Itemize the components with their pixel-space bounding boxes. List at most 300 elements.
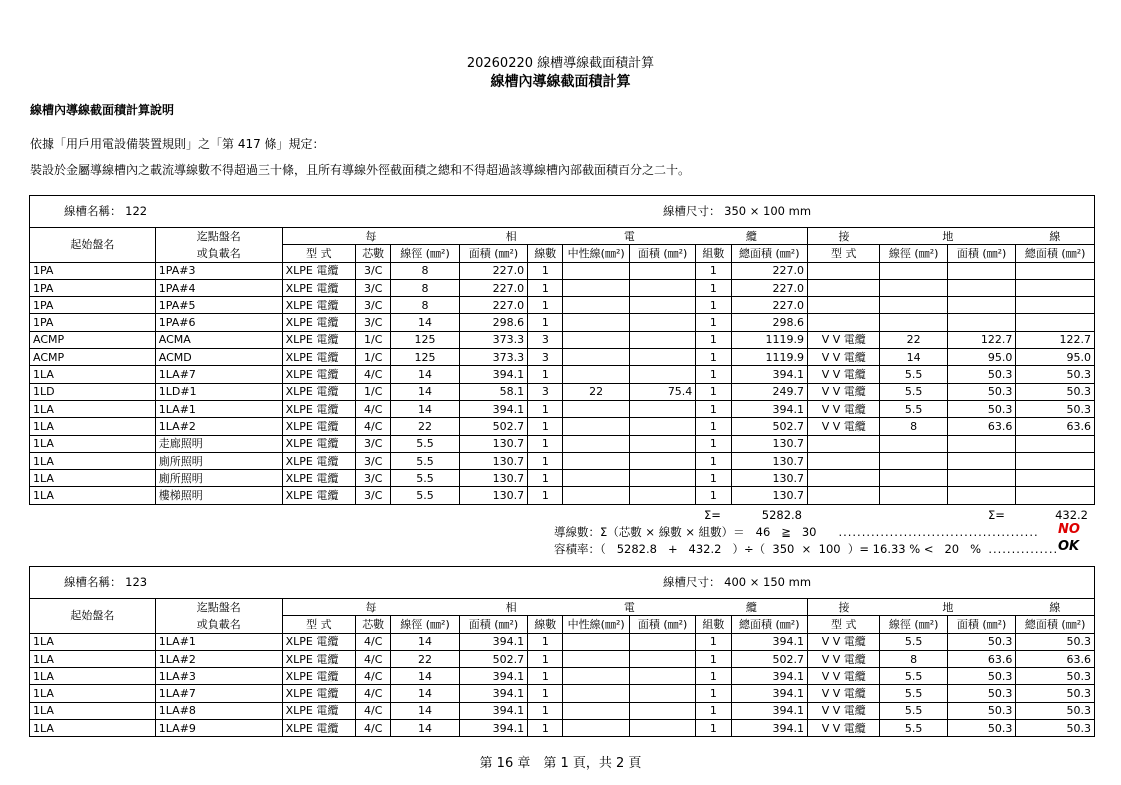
cell-ground-area (947, 470, 1015, 487)
cell-neutral-area (629, 487, 695, 504)
cell-diameter: 5.5 (391, 470, 459, 487)
col-cores: 芯數 (356, 245, 391, 262)
cell-dest-panel: 1PA#5 (155, 297, 282, 314)
cell-ground-total (1016, 452, 1095, 469)
cell-cores: 4/C (356, 366, 391, 383)
cell-cores: 4/C (356, 633, 391, 650)
cell-ground-diameter (880, 470, 947, 487)
cell-ground-area: 63.6 (947, 650, 1015, 667)
cell-cores: 3/C (356, 262, 391, 279)
cell-line-count: 3 (528, 349, 563, 366)
col-line-count: 線數 (528, 616, 563, 633)
cell-groups: 1 (696, 435, 731, 452)
cell-diameter: 8 (391, 297, 459, 314)
group-label: 接 (808, 599, 880, 616)
cell-line-count: 1 (528, 314, 563, 331)
cell-cable-type: XLPE 電纜 (282, 366, 355, 383)
cell-dest-panel: 1LA#7 (155, 685, 282, 702)
cell-cable-type: XLPE 電纜 (282, 650, 355, 667)
cell-area: 130.7 (459, 435, 527, 452)
cell-area: 227.0 (459, 279, 527, 296)
cell-ground-area: 50.3 (947, 668, 1015, 685)
cell-cable-type: XLPE 電纜 (282, 262, 355, 279)
cell-groups: 1 (696, 720, 731, 737)
cell-start-panel: 1LA (30, 487, 156, 504)
cell-total-area: 394.1 (731, 668, 807, 685)
document-header-line1: 20260220 線槽導線截面積計算 (466, 56, 655, 71)
cell-start-panel: ACMP (30, 331, 156, 348)
cell-ground-type: V V 電纜 (808, 650, 880, 667)
col-ground-total: 總面積 (㎜²) (1016, 245, 1095, 262)
cell-ground-area (947, 435, 1015, 452)
regulation-paragraph: 依據「用戶用電設備裝置規則」之「第 417 條」規定： (30, 137, 325, 151)
cell-neutral (563, 487, 629, 504)
table-row (30, 487, 1095, 504)
group-label: 地 (880, 599, 1016, 616)
cell-groups: 1 (696, 452, 731, 469)
table-row (30, 366, 1095, 383)
cell-neutral (563, 668, 629, 685)
cell-line-count: 3 (528, 383, 563, 400)
cell-cable-type: XLPE 電纜 (282, 720, 355, 737)
cell-ground-type: V V 電纜 (808, 702, 880, 719)
cell-line-count: 3 (528, 331, 563, 348)
cell-diameter: 14 (391, 702, 459, 719)
cell-start-panel: 1PA (30, 314, 156, 331)
col-ground-area: 面積 (㎜²) (947, 245, 1015, 262)
cell-total-area: 1119.9 (731, 331, 807, 348)
cell-dest-panel: 1LA#3 (155, 668, 282, 685)
cell-line-count: 1 (528, 435, 563, 452)
cell-total-area: 502.7 (731, 650, 807, 667)
cell-cores: 4/C (356, 650, 391, 667)
cell-neutral (563, 314, 629, 331)
cell-ground-total: 50.3 (1016, 383, 1095, 400)
cell-dest-panel: 1LD#1 (155, 383, 282, 400)
cell-cores: 3/C (356, 452, 391, 469)
sum-cable-area: 5282.8 (761, 508, 802, 522)
cell-neutral-area (629, 452, 695, 469)
table-row (30, 702, 1095, 719)
table-row (30, 650, 1095, 667)
tray-size: 線槽尺寸： 350 × 100 mm (563, 196, 1095, 228)
cell-ground-type (808, 314, 880, 331)
table-row (30, 279, 1095, 296)
cell-neutral-area (629, 297, 695, 314)
cell-dest-panel: 1LA#2 (155, 418, 282, 435)
cell-start-panel: ACMP (30, 349, 156, 366)
cell-cores: 1/C (356, 383, 391, 400)
cell-ground-total (1016, 297, 1095, 314)
cell-ground-total (1016, 435, 1095, 452)
col-diameter: 線徑 (㎜²) (391, 616, 459, 633)
cell-ground-type: V V 電纜 (808, 418, 880, 435)
table-row (30, 720, 1095, 737)
cell-neutral (563, 650, 629, 667)
cell-line-count: 1 (528, 487, 563, 504)
cell-ground-diameter (880, 297, 947, 314)
cell-total-area: 394.1 (731, 702, 807, 719)
cell-line-count: 1 (528, 297, 563, 314)
cell-ground-area (947, 279, 1015, 296)
cell-total-area: 1119.9 (731, 349, 807, 366)
cell-line-count: 1 (528, 262, 563, 279)
cell-ground-area: 50.3 (947, 720, 1015, 737)
cell-area: 373.3 (459, 349, 527, 366)
cell-start-panel: 1LA (30, 720, 156, 737)
cell-neutral-area (629, 418, 695, 435)
tray-name: 線槽名稱： 123 (30, 567, 563, 599)
cell-ground-total: 50.3 (1016, 720, 1095, 737)
count-result-no: NO (1058, 522, 1080, 537)
cell-ground-area: 122.7 (947, 331, 1015, 348)
cell-ground-diameter: 5.5 (880, 720, 947, 737)
cell-ground-diameter: 8 (880, 650, 947, 667)
col-total-area: 總面積 (㎜²) (731, 616, 807, 633)
cell-dest-panel: 1LA#9 (155, 720, 282, 737)
cell-neutral-area (629, 349, 695, 366)
cell-groups: 1 (696, 470, 731, 487)
cell-area: 394.1 (459, 668, 527, 685)
cell-dest-panel: 1PA#6 (155, 314, 282, 331)
cell-neutral-area (629, 720, 695, 737)
cell-total-area: 394.1 (731, 685, 807, 702)
rule-paragraph: 裝設於金屬導線槽內之載流導線數不得超過三十條，且所有導線外徑截面積之總和不得超過該導線槽內部截面積百分之二十。 (30, 163, 691, 177)
group-label: 纜 (696, 228, 808, 245)
col-neutral: 中性線(㎜²) (563, 245, 629, 262)
cell-ground-type (808, 297, 880, 314)
col-area: 面積 (㎜²) (459, 245, 527, 262)
cell-dest-panel: 1LA#8 (155, 702, 282, 719)
cell-groups: 1 (696, 487, 731, 504)
group-label: 線 (1016, 228, 1095, 245)
cell-cable-type: XLPE 電纜 (282, 487, 355, 504)
cell-ground-type (808, 279, 880, 296)
cell-total-area: 227.0 (731, 297, 807, 314)
cell-total-area: 130.7 (731, 470, 807, 487)
cell-neutral-area (629, 650, 695, 667)
cell-ground-type: V V 電纜 (808, 400, 880, 417)
cell-line-count: 1 (528, 400, 563, 417)
col-line-count: 線數 (528, 245, 563, 262)
cell-ground-diameter (880, 314, 947, 331)
cell-line-count: 1 (528, 452, 563, 469)
cell-ground-total (1016, 470, 1095, 487)
cell-cable-type: XLPE 電纜 (282, 452, 355, 469)
cell-line-count: 1 (528, 650, 563, 667)
cell-cores: 4/C (356, 702, 391, 719)
cell-dest-panel: ACMD (155, 349, 282, 366)
cell-ground-type (808, 435, 880, 452)
cell-neutral-area (629, 331, 695, 348)
cell-dest-panel: 廁所照明 (155, 452, 282, 469)
col-start-panel: 起始盤名 (30, 599, 156, 634)
cell-start-panel: 1LA (30, 418, 156, 435)
cell-ground-diameter: 5.5 (880, 702, 947, 719)
cell-ground-diameter: 8 (880, 418, 947, 435)
col-start-panel: 起始盤名 (30, 228, 156, 263)
cell-cores: 3/C (356, 279, 391, 296)
cell-start-panel: 1LA (30, 702, 156, 719)
cell-start-panel: 1LA (30, 633, 156, 650)
cell-cable-type: XLPE 電纜 (282, 383, 355, 400)
cell-ground-type: V V 電纜 (808, 720, 880, 737)
cell-dest-panel: 1LA#2 (155, 650, 282, 667)
cell-groups: 1 (696, 262, 731, 279)
sum-symbol-ground: Σ= (988, 508, 1005, 522)
cell-neutral-area (629, 685, 695, 702)
cell-dest-panel: 樓梯照明 (155, 487, 282, 504)
group-label: 電 (563, 599, 696, 616)
cell-ground-type (808, 452, 880, 469)
cell-area: 227.0 (459, 297, 527, 314)
cell-groups: 1 (696, 685, 731, 702)
cell-ground-total: 50.3 (1016, 400, 1095, 417)
group-label: 地 (880, 228, 1016, 245)
cell-neutral-area (629, 633, 695, 650)
cell-line-count: 1 (528, 633, 563, 650)
cell-ground-total: 50.3 (1016, 668, 1095, 685)
cell-cable-type: XLPE 電纜 (282, 668, 355, 685)
cell-cable-type: XLPE 電纜 (282, 702, 355, 719)
col-neutral-area: 面積 (㎜²) (629, 616, 695, 633)
cell-ground-area: 63.6 (947, 418, 1015, 435)
cell-ground-total (1016, 262, 1095, 279)
cell-ground-type: V V 電纜 (808, 668, 880, 685)
cell-groups: 1 (696, 650, 731, 667)
cell-cable-type: XLPE 電纜 (282, 470, 355, 487)
cell-diameter: 5.5 (391, 487, 459, 504)
cell-start-panel: 1LA (30, 668, 156, 685)
col-ground-area: 面積 (㎜²) (947, 616, 1015, 633)
cell-dest-panel: 1LA#1 (155, 633, 282, 650)
section-title: 線槽內導線截面積計算說明 (30, 103, 175, 117)
cell-diameter: 14 (391, 720, 459, 737)
cell-ground-total: 122.7 (1016, 331, 1095, 348)
cell-neutral (563, 470, 629, 487)
cell-groups: 1 (696, 366, 731, 383)
cell-diameter: 22 (391, 650, 459, 667)
table-row (30, 349, 1095, 366)
cell-start-panel: 1PA (30, 279, 156, 296)
cell-start-panel: 1LA (30, 470, 156, 487)
cell-cable-type: XLPE 電纜 (282, 279, 355, 296)
col-dest-panel: 迄點盤名 (155, 228, 282, 245)
col-ground-diameter: 線徑 (㎜²) (880, 245, 947, 262)
cell-diameter: 14 (391, 633, 459, 650)
cell-cable-type: XLPE 電纜 (282, 435, 355, 452)
cell-total-area: 227.0 (731, 279, 807, 296)
col-type: 型 式 (282, 245, 355, 262)
cell-diameter: 14 (391, 366, 459, 383)
col-type: 型 式 (282, 616, 355, 633)
cell-line-count: 1 (528, 279, 563, 296)
cell-cores: 4/C (356, 685, 391, 702)
cell-ground-diameter: 5.5 (880, 633, 947, 650)
cell-start-panel: 1LA (30, 435, 156, 452)
table-row (30, 331, 1095, 348)
cell-dest-panel: 走廊照明 (155, 435, 282, 452)
col-ground-type: 型 式 (808, 616, 880, 633)
cell-total-area: 394.1 (731, 366, 807, 383)
cell-ground-type: V V 電纜 (808, 685, 880, 702)
cell-neutral-area (629, 262, 695, 279)
cell-start-panel: 1LA (30, 366, 156, 383)
cell-ground-area: 50.3 (947, 702, 1015, 719)
cell-neutral (563, 297, 629, 314)
cell-cores: 3/C (356, 435, 391, 452)
col-neutral-area: 面積 (㎜²) (629, 245, 695, 262)
cell-groups: 1 (696, 400, 731, 417)
group-label: 每 (282, 228, 459, 245)
table-row (30, 633, 1095, 650)
table-row (30, 452, 1095, 469)
cell-ground-diameter: 5.5 (880, 366, 947, 383)
cell-diameter: 14 (391, 685, 459, 702)
cell-total-area: 394.1 (731, 633, 807, 650)
cell-ground-area (947, 452, 1015, 469)
cell-total-area: 227.0 (731, 262, 807, 279)
cell-neutral-area: 75.4 (629, 383, 695, 400)
cell-dest-panel: 1PA#4 (155, 279, 282, 296)
cell-ground-area: 95.0 (947, 349, 1015, 366)
cell-ground-diameter: 5.5 (880, 383, 947, 400)
cell-area: 394.1 (459, 685, 527, 702)
cell-area: 130.7 (459, 470, 527, 487)
cell-diameter: 22 (391, 418, 459, 435)
cell-area: 394.1 (459, 702, 527, 719)
cell-cores: 3/C (356, 487, 391, 504)
cell-cable-type: XLPE 電纜 (282, 400, 355, 417)
col-ground-type: 型 式 (808, 245, 880, 262)
col-ground-diameter: 線徑 (㎜²) (880, 616, 947, 633)
group-label: 線 (1016, 599, 1095, 616)
group-label: 每 (282, 599, 459, 616)
cell-neutral (563, 633, 629, 650)
cell-area: 373.3 (459, 331, 527, 348)
sum-ground-area: 432.2 (1055, 508, 1088, 522)
cell-groups: 1 (696, 314, 731, 331)
cell-start-panel: 1LD (30, 383, 156, 400)
cell-area: 58.1 (459, 383, 527, 400)
cell-neutral (563, 331, 629, 348)
cell-diameter: 14 (391, 400, 459, 417)
cell-neutral (563, 720, 629, 737)
cell-ground-total: 63.6 (1016, 418, 1095, 435)
cell-cable-type: XLPE 電纜 (282, 418, 355, 435)
cell-diameter: 5.5 (391, 452, 459, 469)
col-groups: 組數 (696, 616, 731, 633)
page-footer: 第 16 章 第 1 頁，共 2 頁 (479, 756, 642, 771)
cell-ground-diameter: 5.5 (880, 668, 947, 685)
cell-cable-type: XLPE 電纜 (282, 685, 355, 702)
cell-cores: 4/C (356, 720, 391, 737)
cell-neutral: 22 (563, 383, 629, 400)
cell-cable-type: XLPE 電纜 (282, 349, 355, 366)
cell-cable-type: XLPE 電纜 (282, 314, 355, 331)
cell-neutral-area (629, 702, 695, 719)
cell-cores: 3/C (356, 314, 391, 331)
cell-cable-type: XLPE 電纜 (282, 331, 355, 348)
cell-area: 502.7 (459, 650, 527, 667)
wireway-table-122 (29, 195, 1095, 505)
cell-total-area: 130.7 (731, 452, 807, 469)
cell-neutral (563, 279, 629, 296)
cell-ground-diameter: 5.5 (880, 685, 947, 702)
group-label: 相 (459, 228, 563, 245)
cell-neutral (563, 349, 629, 366)
cell-ground-diameter: 5.5 (880, 400, 947, 417)
cell-cable-type: XLPE 電纜 (282, 633, 355, 650)
cell-area: 130.7 (459, 487, 527, 504)
cell-neutral (563, 418, 629, 435)
cell-total-area: 502.7 (731, 418, 807, 435)
group-label: 電 (563, 228, 696, 245)
col-neutral: 中性線(㎜²) (563, 616, 629, 633)
cell-ground-area (947, 297, 1015, 314)
cell-line-count: 1 (528, 685, 563, 702)
cell-start-panel: 1PA (30, 262, 156, 279)
table-row (30, 470, 1095, 487)
cell-neutral-area (629, 668, 695, 685)
table-row (30, 314, 1095, 331)
cell-diameter: 14 (391, 383, 459, 400)
cell-area: 394.1 (459, 720, 527, 737)
cell-ground-type: V V 電纜 (808, 383, 880, 400)
cell-line-count: 1 (528, 418, 563, 435)
table-row (30, 435, 1095, 452)
cell-ground-type: V V 電纜 (808, 331, 880, 348)
cell-ground-area (947, 314, 1015, 331)
cell-neutral (563, 435, 629, 452)
cell-ground-total: 95.0 (1016, 349, 1095, 366)
cell-ground-area (947, 487, 1015, 504)
cell-start-panel: 1LA (30, 452, 156, 469)
cell-start-panel: 1LA (30, 685, 156, 702)
cell-neutral-area (629, 400, 695, 417)
cell-ground-total: 50.3 (1016, 366, 1095, 383)
cell-area: 502.7 (459, 418, 527, 435)
cell-diameter: 8 (391, 262, 459, 279)
cell-total-area: 298.6 (731, 314, 807, 331)
cell-cores: 1/C (356, 349, 391, 366)
cell-ground-area: 50.3 (947, 633, 1015, 650)
cell-area: 394.1 (459, 633, 527, 650)
document-header-title: 線槽內導線截面積計算 (490, 74, 631, 90)
cell-ground-type (808, 487, 880, 504)
cell-ground-total: 50.3 (1016, 685, 1095, 702)
cell-ground-type: V V 電纜 (808, 366, 880, 383)
cell-diameter: 14 (391, 668, 459, 685)
cell-line-count: 1 (528, 668, 563, 685)
cell-ground-total: 50.3 (1016, 702, 1095, 719)
cell-ground-total (1016, 487, 1095, 504)
cell-ground-diameter: 14 (880, 349, 947, 366)
cell-ground-total (1016, 314, 1095, 331)
col-total-area: 總面積 (㎜²) (731, 245, 807, 262)
col-area: 面積 (㎜²) (459, 616, 527, 633)
cell-neutral-area (629, 435, 695, 452)
cell-area: 394.1 (459, 366, 527, 383)
cell-diameter: 125 (391, 349, 459, 366)
cell-ground-diameter (880, 435, 947, 452)
cell-ground-diameter (880, 452, 947, 469)
cell-groups: 1 (696, 331, 731, 348)
cell-groups: 1 (696, 349, 731, 366)
cell-ground-type (808, 470, 880, 487)
cell-ground-type: V V 電纜 (808, 349, 880, 366)
cell-ground-area: 50.3 (947, 366, 1015, 383)
